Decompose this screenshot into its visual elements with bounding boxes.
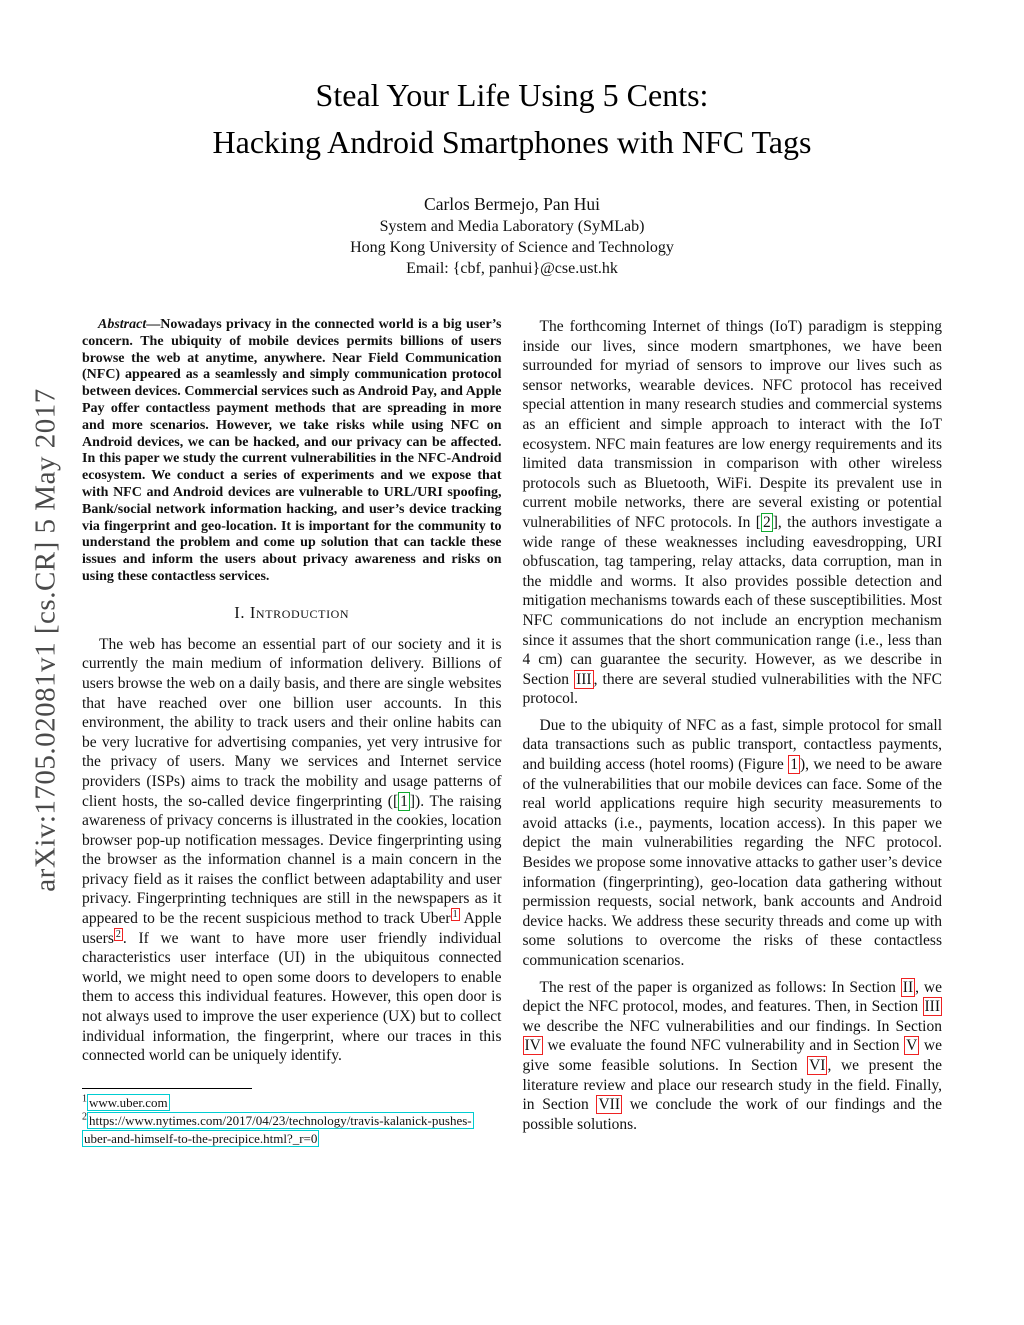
url-link[interactable]: www.uber.com <box>89 1094 168 1110</box>
paper-header <box>0 0 1024 279</box>
footnote-1 <box>82 1094 502 1112</box>
text-segment: , there are several studied vulnerabilities with the NFC protocol. <box>522 670 942 708</box>
section-ref-link[interactable]: IV <box>524 1037 541 1055</box>
text-segment: we describe the NFC vulnerabilities and our findings. In Section <box>522 1017 942 1035</box>
right-paragraph-1 <box>523 317 943 709</box>
text-segment: , we present the literature review and place our research study in the field. Finally, in Section <box>522 1056 942 1114</box>
right-column <box>523 317 943 1148</box>
left-column <box>82 317 502 1148</box>
affiliation-lab: System and Media Laboratory (SyMLab) <box>379 218 645 235</box>
paper-title <box>0 72 1024 166</box>
title-line-2: Hacking Android Smartphones with NFC Tags <box>212 124 812 160</box>
author-email: Email: {cbf, panhui}@cse.ust.hk <box>406 260 618 277</box>
text-segment: ]). The raising awareness of privacy concerns is illustrated in the cookies, location browser pop-up notification messages. Device fingerprinting using the browser as the information channel is a main concern in the privacy field as it raises the conflict between adaptability and user privacy. Fingerprinting techniques are still in the newspapers as it appeared to be the recent suspicious method to track Uber <box>82 792 502 928</box>
text-segment: we give some feasible solutions. In Section <box>522 1037 943 1074</box>
two-column-body <box>0 317 1024 1148</box>
text-segment: The web has become an essential part of our society and it is currently the main medium of information delivery. Billions of users browse the web on a daily basis, and there are single websites that have reached over one billion user accounts. In this environment, the ability to track users and their online habits can be very lucrative for advertising companies, yet very intrusive for the privacy of users. Many we services and Internet service providers (ISPs) aims to track the mobility and usage patterns of client hosts, the so-called device fingerprinting ([ <box>82 635 502 810</box>
text-segment: 1 <box>82 1093 87 1105</box>
right-paragraph-2 <box>523 716 943 971</box>
section-ref-link[interactable]: VI <box>809 1056 826 1074</box>
text-segment: Apple users <box>82 910 502 947</box>
citation-link[interactable]: 2 <box>762 513 771 531</box>
abstract-label: Abstract <box>98 317 147 332</box>
title-line-1: Steal Your Life Using 5 Cents: <box>315 77 709 113</box>
text-segment: , we depict the NFC protocol, modes, and features. Then, in Section <box>522 978 942 1016</box>
citation-link[interactable]: 1 <box>400 792 408 810</box>
text-segment: ], the authors investigate a wide range of these weaknesses including eavesdropping, URI obfuscation, tag tampering, relay attacks, data corruption, man in the middle and worms. It also provides possible detection and mitigation mechanisms towards each of these susceptibilities. Most NFC communications do not include an encryption mechanism since it assumes that the short communication range (i.e., less than 4 cm) can guarantee the security. However, as we describe in Section <box>522 513 942 688</box>
section-ref-link[interactable]: 1 <box>452 908 458 920</box>
text-segment: Due to the ubiquity of NFC as a fast, simple protocol for small data transactions such as public transport, contactless payments, and building access (hotel rooms) (Figure <box>522 716 942 774</box>
text-segment: The forthcoming Internet of things (IoT) paradigm is stepping inside our lives, since modern smartphones, we have been surrounded for myriad of sensors to improve our lives such as sensor networks, wearable devices. NFC protocol has received special attention in many research studies and commercial systems as an efficient and simple approach to interact with the IoT ecosystem. NFC main features are low energy requirements and its limited data transmission in comparison with other wireless protocols such as Bluetooth, WiFi. Despite its prevalent use in current mobile networks, there are several existing or potential vulnerabilities of NFC protocols. In [ <box>522 318 942 531</box>
section-ref-link[interactable]: 2 <box>115 928 121 940</box>
abstract-text: —Nowadays privacy in the connected world is a big user’s concern. The ubiquity of mobile devices permits billions of users browse the web at anytime, anywhere. Near Field Communication (NFC) appeared as a seamlessly and simply communication protocol between devices. Commercial services such as Android Pay, and Apple Pay offer contactless payment methods that are spreading in more and more scenarios. However, we take risks while using NFC on Android devices, we can be hacked, and our privacy can be affected. In this paper we study the current vulnerabilities in the NFC-Android ecosystem. We conduct a series of experiments and we expose that with NFC and Android devices are vulnerable to URL/URI spoofing, Bank/social network information hacking, and user’s device tracking via fingerprint and geo-location. It is important for the community to understand the problem and come up solution that can tackle these issues and inform the users about privacy awareness and risks on using these contactless services. <box>82 317 502 584</box>
author-names: Carlos Bermejo, Pan Hui <box>424 194 600 214</box>
url-link[interactable]: https://www.nytimes.com/2017/04/23/technology/travis-kalanick-pushes- <box>89 1112 472 1128</box>
right-paragraph-3 <box>523 978 943 1135</box>
footnote-rule <box>82 1088 252 1089</box>
section-ref-link[interactable]: III <box>576 670 592 688</box>
section-ref-link[interactable]: V <box>906 1037 918 1055</box>
url-link[interactable]: uber-and-himself-to-the-precipice.html?_r=0 <box>84 1130 318 1146</box>
intro-paragraph <box>82 635 502 1066</box>
arxiv-watermark: arXiv:1705.02081v1 [cs.CR] 5 May 2017 <box>29 388 62 892</box>
section-ref-link[interactable]: II <box>902 978 914 996</box>
footnote-2 <box>82 1112 502 1148</box>
section-ref-link[interactable]: 1 <box>790 756 798 774</box>
text-segment: . If we want to have more user friendly individual characteristics user interface (UI) in the ubiquitous connected world, we might need to open some doors to developers to enable them to access this individual features. However, this open door is not always used to improve the user experience (UX) but to collect individual information, the fingerprint, where our traces in this connected world can be uniquely identify. <box>82 929 502 1065</box>
text-segment: ), we need to be aware of the vulnerabilities that our mobile devices can face. Some of the real world applications require high security measurements to avoid attacks (i.e., payments, location access). In this paper we depict the main vulnerabilities regarding the NFC protocol. Besides we propose some innovative attacks to gather user’s device information (fingerprinting), geo-location data gathering without permission requests, social network, bank accounts and Android device hacks. We address these security threads and come up with some solutions to overcome the risks of these contactless communication scenarios. <box>522 756 942 969</box>
section-heading-introduction: I. Introduction <box>234 602 350 622</box>
text-segment: 2 <box>82 1111 87 1123</box>
footnotes-block <box>82 1088 502 1148</box>
abstract-paragraph <box>82 317 502 586</box>
text-segment: we conclude the work of our findings and the possible solutions. <box>522 1096 942 1133</box>
affiliation-university: Hong Kong University of Science and Technology <box>350 239 674 256</box>
section-ref-link[interactable]: VII <box>598 1096 621 1114</box>
text-segment: The rest of the paper is organized as follows: In Section <box>539 978 901 996</box>
section-ref-link[interactable]: III <box>924 998 940 1016</box>
text-segment: we evaluate the found NFC vulnerability and in Section <box>542 1037 905 1055</box>
